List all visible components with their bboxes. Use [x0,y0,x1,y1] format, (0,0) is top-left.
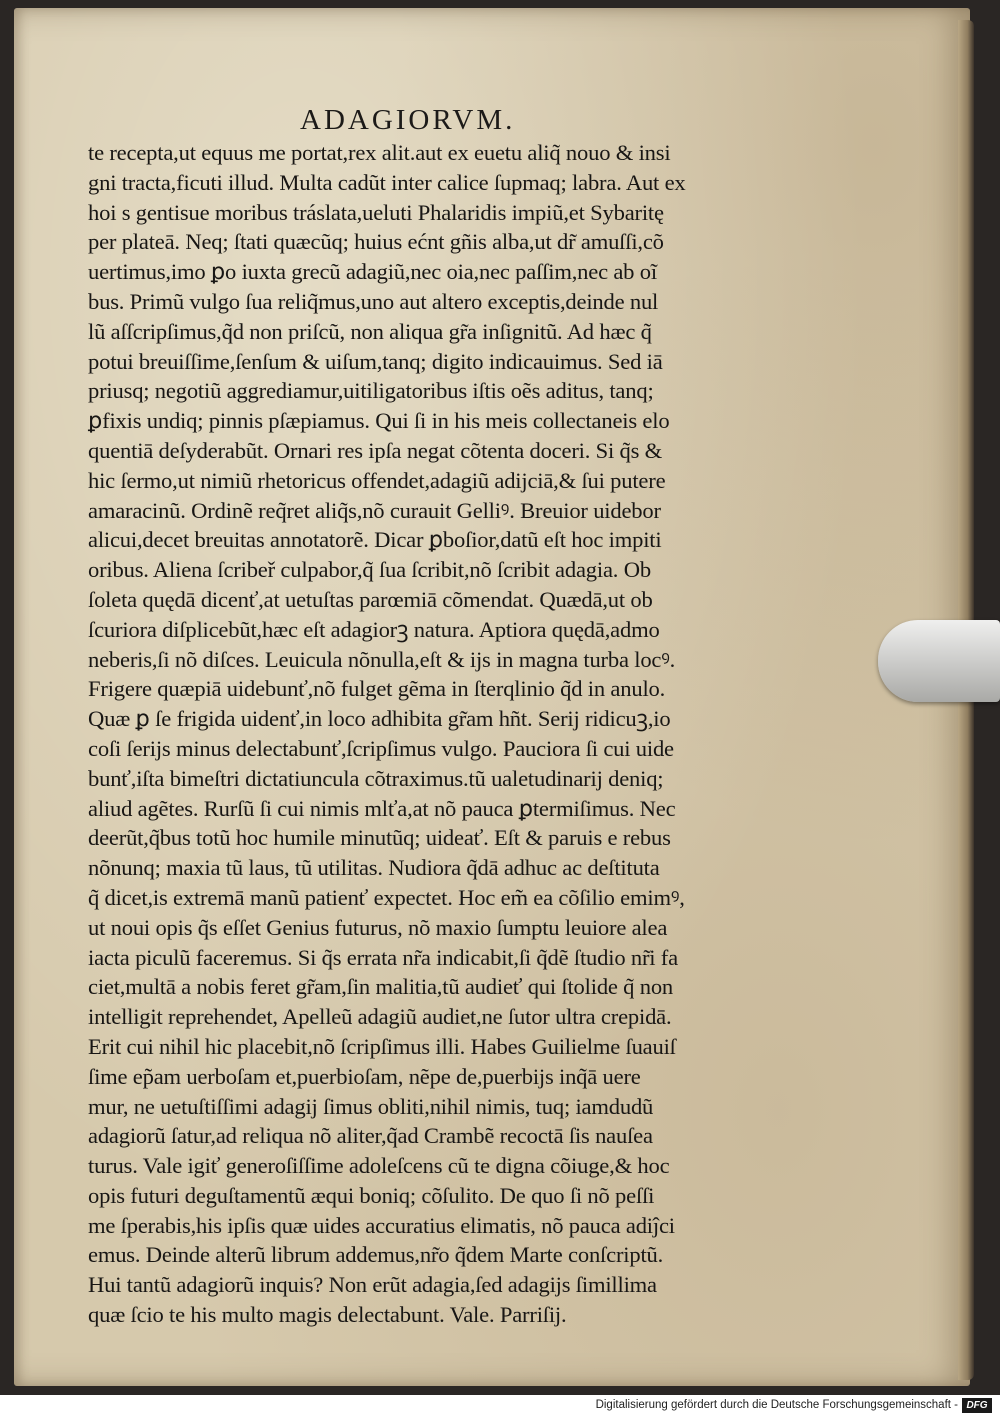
text-line: quentiā deſyderabũt. Ornari res ipſa negat cõtenta doceri. Si q̃s & [88,437,663,463]
text-line: q̃ dicet,is extremā manũ patienť expectet. Hoc em̃ ea cõſilio emimꝰ, [88,884,685,910]
text-line: amaracinũ. Ordinẽ req̃ret aliq̃s,nõ curauit Gelliꝰ. Breuior uidebor [88,497,661,523]
text-line: turus. Vale igiť generoſiſſime adoleſcens cũ te digna cõiuge,& hoc [88,1153,670,1179]
text-line: Hui tantũ adagiorũ inquis? Non erũt adagia,ſed adagijs ſimillima [88,1272,657,1298]
text-line: hic ſermo,ut nimiũ rhetoricus offendet,adagiũ adijciā,& ſui putere [88,467,666,493]
text-line: mur, ne uetuſtiſſimi adagij ſimus obliti,nihil nimis, tuq; iamdudũ [88,1093,654,1119]
text-line: uertimus,imo ꝑo iuxta grecũ adagiũ,nec oia,nec paſſim,nec ab oĩ [88,259,657,285]
text-line: alicui,decet breuitas annotatorẽ. Dicar ꝑboſior,datũ eſt hoc impiti [88,527,662,553]
text-line: intelligit reprehendet, Apelleũ adagiũ audiet,ne ſutor ultra crepidā. [88,1004,672,1030]
text-line: ſime ep̃am uerboſam et,puerbioſam, nẽpe de,puerbijs inq̃ā uere [88,1063,641,1089]
text-line: Erit cui nihil hic placebit,nõ ſcripſimus illi. Habes Guilielme ſuauiſ [88,1033,676,1059]
bookmark-clip [878,620,1000,702]
text-line: bus. Primũ vulgo ſua reliq̃mus,uno aut altero exceptis,deinde nul [88,288,659,314]
text-line: Frigere quæpiā uidebunť,nõ fulget gẽma in ſterqlinio q̃d in anulo. [88,676,666,702]
text-line: Quæ ꝑ ſe frigida uidenť,in loco adhibita gr̃am hñt. Serij ridicuꝫ,io [88,706,671,732]
text-line: iacta piculũ faceremus. Si q̃s errata nr̃a indicabit,ſi q̃dẽ ſtudio nr̃i fa [88,944,678,970]
text-line: gni tracta,ficuti illud. Multa cadũt inter calice ſupmaq; labra. Aut ex [88,169,686,195]
text-line: potui breuiſſime,ſenſum & uiſum,tanq; digito indicauimus. Sed iā [88,348,663,374]
running-header: ADAGIORVM. [300,104,516,136]
text-line: deerũt,q̃bus totũ hoc humile minutũq; uideať. Eſt & paruis e rebus [88,825,671,851]
footer-bar [0,1395,1000,1417]
text-line: quæ ſcio te his multo magis delectabunt. Vale. Parriſij. [88,1302,567,1328]
text-line: ꝑfixis undiq; pinnis pſæpiamus. Qui ſi in his meis collectaneis elo [88,408,670,434]
text-line: priusq; negotiũ aggrediamur,uitiligatoribus iſtis oẽs aditus, tanq; [88,378,654,404]
text-line: nõnunq; maxia tũ laus, tũ utilitas. Nudiora q̃dā adhuc ac deſtituta [88,855,660,881]
text-line: lũ aſſcripſimus,q̃d non priſcũ, non aliqua gr̃a inſignitũ. Ad hæc q̃ [88,318,652,344]
footer-credit: Digitalisierung gefördert durch die Deutsche Forschungsgemeinschaft - [595,1399,958,1411]
text-line: me ſperabis,his ipſis quæ uides accuratius elimatis, nõ pauca adiĵci [88,1212,675,1238]
text-line: ciet,multā a nobis feret gr̃am,ſin malitia,tũ audieť qui ſtolide q̃ non [88,974,674,1000]
text-line: hoi s gentisue moribus tráslata,ueluti Phalaridis impiũ,et Sybaritę [88,199,664,225]
text-line: bunť,iſta bimeſtri dictatiuncula cõtraximus.tũ ualetudinarij deniq; [88,765,664,791]
text-line: te recepta,ut equus me portat,rex alit.aut ex euetu aliq̃ nouo & insi [88,140,671,165]
text-line: ſoleta quędā dicenť,at uetuſtas parœmiā cõmendat. Quædā,ut ob [88,586,653,612]
text-line: per plateā. Neq; ſtati quæcũq; huius ećnt gñis alba,ut dr̃ amuſſi,cõ [88,229,664,255]
text-line: oribus. Aliena ſcribeř culpabor,q̃ ſua ſcribit,nõ ſcribit adagia. Ob [88,557,651,583]
text-line: adagiorũ ſatur,ad reliqua nõ aliter,q̃ad Crambẽ recoctā ſis nauſea [88,1123,653,1149]
text-line: aliud agẽtes. Rurſũ ſi cui nimis mlťa,at nõ pauca ꝑtermiſimus. Nec [88,795,676,821]
text-line: coſi ſerijs minus delectabunť,ſcripſimus vulgo. Pauciora ſi cui uide [88,735,674,761]
dfg-logo-icon[interactable]: DFG [962,1398,992,1413]
text-line: neberis,ſi nõ diſces. Leuicula nõnulla,eſt & ijs in magna turba locꝰ. [88,646,676,672]
text-line: opis futuri deguſtamentũ æqui boniq; cõſulito. De quo ſi nõ peſſi [88,1182,655,1208]
text-line: emus. Deinde alterũ librum addemus,nr̃o q̃dem Marte conſcriptũ. [88,1242,664,1268]
text-line: ſcuriora diſplicebũt,hæc eſt adagiorꝫ natura. Aptiora quędā,admo [88,616,660,642]
body-text [88,138,772,1330]
text-line: ut noui opis q̃s eſſet Genius futurus, nõ maxio ſumptu leuiore alea [88,914,668,940]
